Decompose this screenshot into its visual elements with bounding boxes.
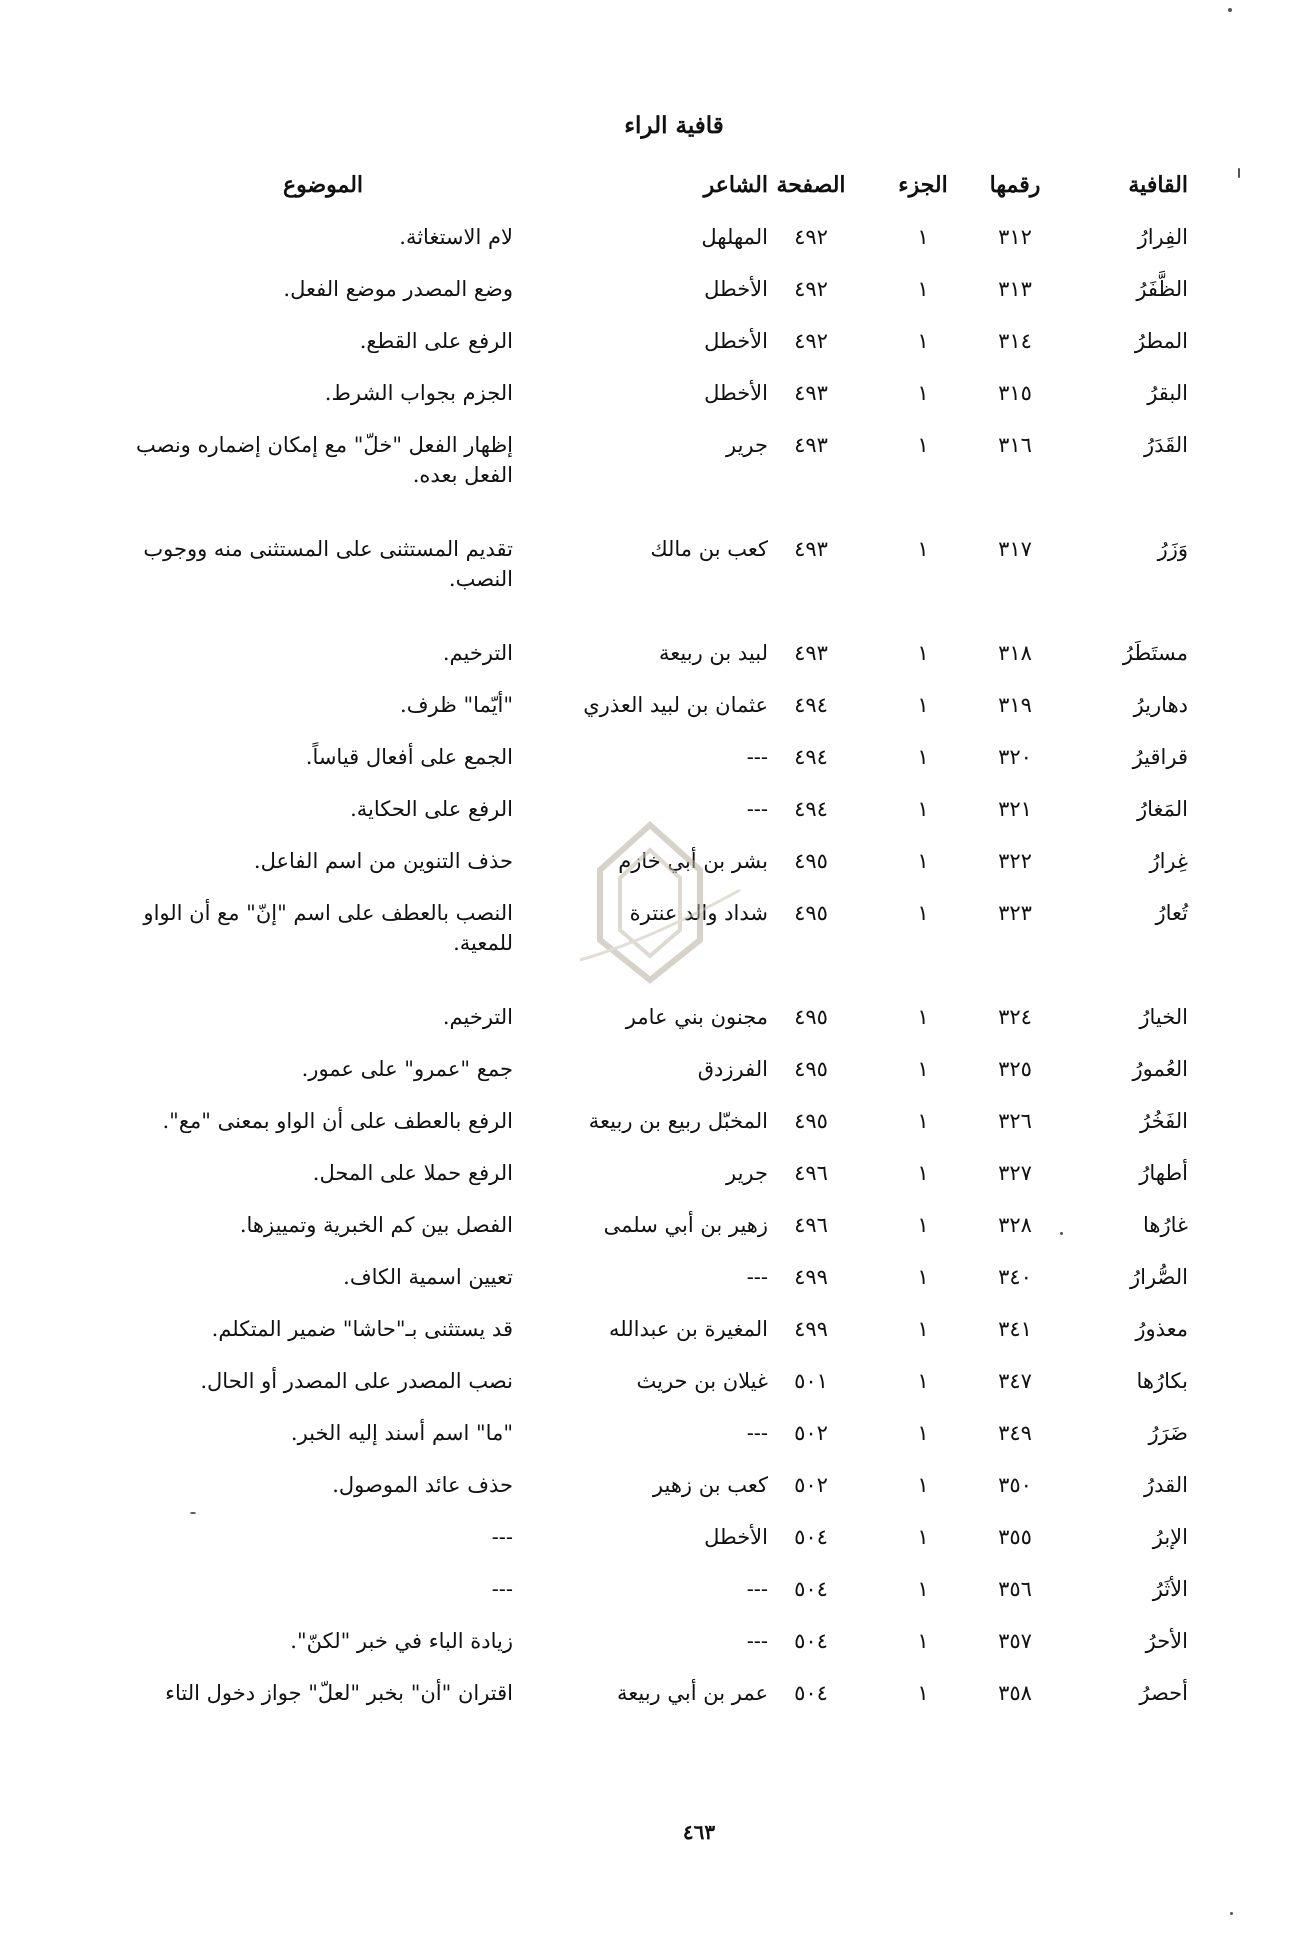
cell-volume: ١ — [917, 1317, 929, 1341]
cell-volume: ١ — [917, 849, 929, 873]
cell-page: ٤٩٢ — [794, 225, 828, 249]
table-row — [0, 1314, 1308, 1366]
cell-poet: كعب بن زهير — [652, 1473, 768, 1497]
cell-number: ٣١٥ — [998, 381, 1032, 405]
table-row — [0, 1106, 1308, 1158]
cell-number: ٣٢٨ — [998, 1213, 1032, 1237]
cell-number: ٣١٦ — [998, 433, 1032, 457]
cell-number: ٣٤٧ — [998, 1369, 1032, 1393]
watermark-emblem-icon — [540, 820, 760, 1000]
cell-number: ٣١٢ — [998, 225, 1032, 249]
cell-poet: مجنون بني عامر — [625, 1005, 768, 1029]
cell-topic: --- — [491, 1577, 513, 1601]
cell-page: ٤٩٥ — [794, 1005, 828, 1029]
table-row — [0, 1522, 1308, 1574]
cell-rhyme: غارُها — [1143, 1213, 1188, 1237]
page-title: قافية الراء — [624, 112, 724, 139]
cell-rhyme: القَدَرُ — [1143, 433, 1188, 457]
cell-number: ٣٢٥ — [998, 1057, 1032, 1081]
table-row — [0, 534, 1308, 638]
cell-poet: المخبّل ربيع بن ربيعة — [588, 1109, 768, 1133]
column-header-rhyme: القافية — [1128, 172, 1188, 198]
cell-topic: جمع "عمرو" على عمور. — [301, 1057, 513, 1081]
table-row — [0, 1626, 1308, 1678]
cell-topic: حذف عائد الموصول. — [332, 1473, 513, 1497]
cell-number: ٣١٤ — [998, 329, 1032, 353]
cell-page: ٤٩٤ — [794, 745, 828, 769]
cell-number: ٣٤٠ — [998, 1265, 1032, 1289]
cell-rhyme: الإبرُ — [1152, 1525, 1188, 1549]
column-header-page: الصفحة — [776, 172, 846, 198]
cell-rhyme: القدرُ — [1143, 1473, 1188, 1497]
cell-page: ٥٠٤ — [794, 1629, 828, 1653]
cell-page: ٤٩٥ — [794, 1057, 828, 1081]
cell-page: ٤٩٩ — [794, 1317, 828, 1341]
cell-rhyme: الفِرارُ — [1137, 225, 1188, 249]
cell-rhyme: الفَخُرُ — [1140, 1109, 1188, 1133]
cell-page: ٥٠٤ — [794, 1525, 828, 1549]
cell-volume: ١ — [917, 1005, 929, 1029]
cell-number: ٣٢٣ — [998, 901, 1032, 925]
cell-poet: --- — [746, 1629, 768, 1653]
table-row — [0, 1054, 1308, 1106]
cell-rhyme: غِرارُ — [1149, 849, 1188, 873]
cell-page: ٥٠١ — [794, 1369, 828, 1393]
cell-topic: لام الاستغاثة. — [399, 225, 513, 249]
cell-rhyme: الأحرُ — [1145, 1629, 1188, 1653]
cell-topic: تعيين اسمية الكاف. — [343, 1265, 513, 1289]
cell-volume: ١ — [917, 1473, 929, 1497]
cell-page: ٤٩٦ — [794, 1213, 828, 1237]
cell-rhyme: المَغارُ — [1136, 797, 1188, 821]
cell-volume: ١ — [917, 537, 929, 561]
cell-poet: --- — [746, 1421, 768, 1445]
cell-page: ٤٩٩ — [794, 1265, 828, 1289]
cell-poet: المهلهل — [701, 225, 768, 249]
table-row — [0, 1678, 1308, 1730]
cell-page: ٤٩٣ — [794, 433, 828, 457]
table-row — [0, 378, 1308, 430]
cell-rhyme: دهاريرُ — [1133, 693, 1188, 717]
cell-rhyme: العُمورُ — [1132, 1057, 1188, 1081]
cell-topic: اقتران "أن" بخبر "لعلّ" جواز دخول التاء — [165, 1681, 513, 1705]
cell-volume: ١ — [917, 1629, 929, 1653]
table-header — [0, 170, 1308, 222]
cell-poet: الفرزدق — [697, 1057, 768, 1081]
table-row — [0, 638, 1308, 690]
cell-page: ٥٠٤ — [794, 1681, 828, 1705]
cell-topic: الفصل بين كم الخبرية وتمييزها. — [239, 1213, 513, 1237]
cell-topic: الجزم بجواب الشرط. — [324, 381, 513, 405]
cell-poet: --- — [746, 745, 768, 769]
cell-poet: جرير — [726, 1161, 768, 1185]
table-row — [0, 690, 1308, 742]
column-header-topic: الموضوع — [282, 172, 364, 198]
cell-page: ٤٩٥ — [794, 901, 828, 925]
cell-number: ٣٢١ — [998, 797, 1032, 821]
cell-poet: الأخطل — [704, 329, 768, 353]
cell-volume: ١ — [917, 1265, 929, 1289]
table-row — [0, 1262, 1308, 1314]
table-row — [0, 1002, 1308, 1054]
cell-rhyme: قراقيرُ — [1132, 745, 1188, 769]
table-row — [0, 1210, 1308, 1262]
cell-volume: ١ — [917, 641, 929, 665]
cell-rhyme: مستَطَرُ — [1122, 641, 1188, 665]
column-header-volume: الجزء — [898, 172, 948, 198]
cell-poet: جرير — [726, 433, 768, 457]
cell-volume: ١ — [917, 1421, 929, 1445]
cell-number: ٣٢٠ — [998, 745, 1032, 769]
page-number: ٤٦٣ — [682, 1820, 716, 1844]
cell-number: ٣٢٦ — [998, 1109, 1032, 1133]
cell-poet: --- — [746, 1265, 768, 1289]
cell-poet: --- — [746, 1577, 768, 1601]
cell-rhyme: البقرُ — [1147, 381, 1188, 405]
cell-rhyme: بكارُها — [1136, 1369, 1188, 1393]
cell-page: ٤٩٣ — [794, 537, 828, 561]
cell-topic: نصب المصدر على المصدر أو الحال. — [200, 1369, 513, 1393]
cell-poet: شداد والد عنترة — [629, 901, 768, 925]
cell-number: ٣٥٥ — [998, 1525, 1032, 1549]
cell-number: ٣١٧ — [998, 537, 1032, 561]
cell-number: ٣٥٦ — [998, 1577, 1032, 1601]
cell-poet: --- — [746, 797, 768, 821]
table-row — [0, 326, 1308, 378]
cell-number: ٣١٣ — [998, 277, 1032, 301]
cell-number: ٣٢٧ — [998, 1161, 1032, 1185]
cell-rhyme: تُعارُ — [1155, 901, 1188, 925]
cell-number: ٣٢٢ — [998, 849, 1032, 873]
cell-rhyme: وَزَرُ — [1157, 537, 1188, 561]
table-row — [0, 1158, 1308, 1210]
cell-topic: "ما" اسم أسند إليه الخبر. — [290, 1421, 513, 1445]
cell-number: ٣٥٨ — [998, 1681, 1032, 1705]
cell-volume: ١ — [917, 797, 929, 821]
cell-number: ٣٤١ — [998, 1317, 1032, 1341]
cell-rhyme: أطهارُ — [1139, 1161, 1188, 1185]
cell-rhyme: معذورُ — [1135, 1317, 1188, 1341]
table-row — [0, 1366, 1308, 1418]
cell-topic: الترخيم. — [442, 641, 513, 665]
cell-volume: ١ — [917, 693, 929, 717]
cell-page: ٤٩٤ — [794, 797, 828, 821]
table-row — [0, 1418, 1308, 1470]
cell-page: ٤٩٣ — [794, 641, 828, 665]
cell-volume: ١ — [917, 433, 929, 457]
cell-number: ٣٤٩ — [998, 1421, 1032, 1445]
cell-topic: تقديم المستثنى على المستثنى منه ووجوب النصب. — [143, 537, 513, 591]
cell-volume: ١ — [917, 1369, 929, 1393]
cell-volume: ١ — [917, 381, 929, 405]
column-header-poet: الشاعر — [703, 172, 768, 198]
cell-topic: الترخيم. — [442, 1005, 513, 1029]
cell-page: ٥٠٢ — [794, 1473, 828, 1497]
cell-page: ٥٠٤ — [794, 1577, 828, 1601]
cell-volume: ١ — [917, 225, 929, 249]
cell-page: ٤٩٢ — [794, 277, 828, 301]
cell-volume: ١ — [917, 1213, 929, 1237]
cell-poet: الأخطل — [704, 381, 768, 405]
cell-volume: ١ — [917, 1161, 929, 1185]
cell-volume: ١ — [917, 1681, 929, 1705]
cell-page: ٤٩٤ — [794, 693, 828, 717]
cell-page: ٥٠٢ — [794, 1421, 828, 1445]
cell-page: ٤٩٥ — [794, 849, 828, 873]
cell-topic: الرفع بالعطف على أن الواو بمعنى "مع". — [162, 1109, 513, 1133]
cell-volume: ١ — [917, 277, 929, 301]
table-row — [0, 430, 1308, 534]
cell-topic: الرفع على الحكاية. — [350, 797, 513, 821]
cell-number: ٣٥٠ — [998, 1473, 1032, 1497]
cell-volume: ١ — [917, 1109, 929, 1133]
cell-topic: إظهار الفعل "خلّ" مع إمكان إضماره ونصب الفعل بعده. — [135, 433, 513, 487]
cell-topic: حذف التنوين من اسم الفاعل. — [253, 849, 513, 873]
cell-poet: الأخطل — [704, 277, 768, 301]
cell-poet: لبيد بن ربيعة — [659, 641, 768, 665]
cell-poet: زهير بن أبي سلمى — [603, 1213, 768, 1237]
cell-poet: المغيرة بن عبدالله — [609, 1317, 768, 1341]
cell-topic: الرفع على القطع. — [359, 329, 513, 353]
cell-poet: الأخطل — [704, 1525, 768, 1549]
table-row — [0, 274, 1308, 326]
cell-topic: الجمع على أفعال قياساً. — [305, 745, 513, 769]
cell-rhyme: الصُّرارُ — [1129, 1265, 1188, 1289]
cell-volume: ١ — [917, 1525, 929, 1549]
cell-rhyme: الظَّفَرُ — [1136, 277, 1188, 301]
cell-topic: النصب بالعطف على اسم "إنّ" مع أن الواو للمعية. — [143, 901, 513, 955]
cell-poet: غيلان بن حريث — [636, 1369, 768, 1393]
cell-page: ٤٩٢ — [794, 329, 828, 353]
cell-number: ٣١٩ — [998, 693, 1032, 717]
cell-volume: ١ — [917, 901, 929, 925]
cell-page: ٤٩٣ — [794, 381, 828, 405]
column-header-number: رقمها — [989, 172, 1041, 198]
cell-rhyme: المطرُ — [1134, 329, 1188, 353]
cell-topic: وضع المصدر موضع الفعل. — [283, 277, 513, 301]
table-row — [0, 742, 1308, 794]
cell-poet: عثمان بن لبيد العذري — [583, 693, 768, 717]
cell-rhyme: ضَرَرُ — [1148, 1421, 1188, 1445]
cell-rhyme: الأثَرُ — [1152, 1577, 1188, 1601]
cell-poet: بشر بن أبي خازم — [618, 849, 768, 873]
cell-number: ٣٢٤ — [998, 1005, 1032, 1029]
cell-poet: عمر بن أبي ربيعة — [616, 1681, 768, 1705]
cell-topic: زيادة الباء في خبر "لكنّ". — [290, 1629, 513, 1653]
cell-rhyme: أحصرُ — [1139, 1681, 1188, 1705]
table-row — [0, 1470, 1308, 1522]
table-row — [0, 1574, 1308, 1626]
cell-rhyme: الخيارُ — [1139, 1005, 1188, 1029]
table-row — [0, 222, 1308, 274]
cell-page: ٤٩٥ — [794, 1109, 828, 1133]
cell-page: ٤٩٦ — [794, 1161, 828, 1185]
cell-topic: الرفع حملا على المحل. — [312, 1161, 513, 1185]
cell-poet: كعب بن مالك — [650, 537, 768, 561]
cell-number: ٣١٨ — [998, 641, 1032, 665]
cell-topic: --- — [491, 1525, 513, 1549]
cell-topic: قد يستثنى بـ"حاشا" ضمير المتكلم. — [211, 1317, 513, 1341]
cell-number: ٣٥٧ — [998, 1629, 1032, 1653]
cell-volume: ١ — [917, 1577, 929, 1601]
cell-volume: ١ — [917, 329, 929, 353]
cell-topic: "أيّما" ظرف. — [400, 693, 513, 717]
cell-volume: ١ — [917, 1057, 929, 1081]
cell-volume: ١ — [917, 745, 929, 769]
